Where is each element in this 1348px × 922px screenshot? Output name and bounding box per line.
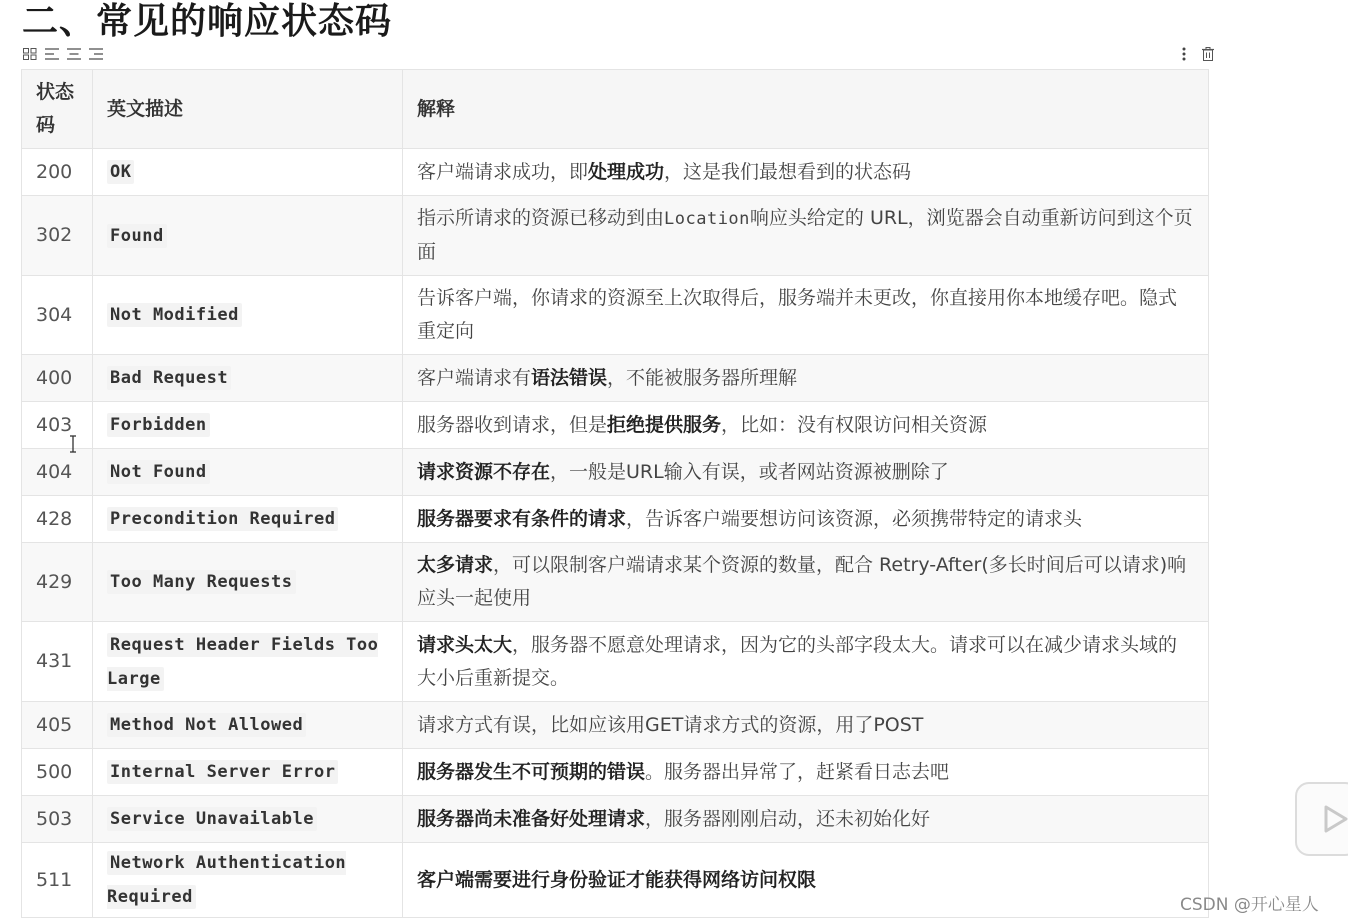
trash-icon[interactable] xyxy=(1200,47,1216,61)
floating-video-widget[interactable] xyxy=(1295,782,1348,856)
header-explanation[interactable]: 解释 xyxy=(403,70,1209,149)
table-body xyxy=(22,149,1209,918)
status-code-cell[interactable]: 404 xyxy=(22,449,93,496)
status-code-cell[interactable]: 511 xyxy=(22,843,93,918)
explanation-cell[interactable] xyxy=(403,843,1209,918)
english-description-cell[interactable] xyxy=(93,749,403,796)
status-code-table-container xyxy=(21,69,1208,918)
english-description-cell[interactable] xyxy=(93,843,403,918)
text-segment: 请求方式有误，比如应该用GET请求方式的资源，用了POST xyxy=(417,713,924,736)
text-segment: ，比如：没有权限访问相关资源 xyxy=(721,413,988,436)
inline-code-label: Service Unavailable xyxy=(107,807,317,831)
text-segment: 。服务器出异常了，赶紧看日志去吧 xyxy=(645,760,950,783)
status-code-cell[interactable]: 500 xyxy=(22,749,93,796)
table-row xyxy=(22,276,1209,355)
text-cursor-icon xyxy=(68,435,78,453)
text-segment: ，服务器刚刚启动，还未初始化好 xyxy=(645,807,931,830)
table-row xyxy=(22,196,1209,276)
status-code-cell[interactable]: 403 xyxy=(22,402,93,449)
csdn-watermark: CSDN @开心星人 xyxy=(1180,895,1319,915)
english-description-cell[interactable] xyxy=(93,496,403,543)
table-header-row xyxy=(22,70,1209,149)
bold-text: 请求头太大 xyxy=(417,633,513,656)
text-segment: ，这是我们最想看到的状态码 xyxy=(664,160,912,183)
english-description-cell[interactable] xyxy=(93,276,403,355)
table-grid-icon[interactable] xyxy=(22,47,38,61)
explanation-cell[interactable] xyxy=(403,543,1209,622)
inline-code-label: Network Authentication Required xyxy=(107,853,347,907)
header-status-code[interactable]: 状态码 xyxy=(22,70,93,149)
align-left-icon[interactable] xyxy=(44,47,60,61)
bold-text: 服务器要求有条件的请求 xyxy=(417,507,627,530)
status-code-cell[interactable]: 400 xyxy=(22,355,93,402)
bold-text: 太多请求 xyxy=(417,554,494,576)
bold-text: 语法错误 xyxy=(531,366,608,389)
status-code-cell[interactable]: 302 xyxy=(22,196,93,276)
text-segment: ，可以限制客户端请求某个资源的数量，配合 Retry-After(多长时间后可以请求)响应头一起使用 xyxy=(417,554,1187,609)
english-description-cell[interactable] xyxy=(93,702,403,749)
table-actions xyxy=(1176,44,1216,64)
bold-text: 服务器发生不可预期的错误 xyxy=(417,760,646,783)
status-code-cell[interactable]: 200 xyxy=(22,149,93,196)
english-description-cell[interactable] xyxy=(93,196,403,276)
explanation-cell[interactable] xyxy=(403,496,1209,543)
explanation-cell[interactable] xyxy=(403,355,1209,402)
play-icon xyxy=(1323,804,1348,834)
status-code-cell[interactable]: 431 xyxy=(22,622,93,702)
explanation-cell[interactable] xyxy=(403,276,1209,355)
english-description-cell[interactable] xyxy=(93,622,403,702)
english-description-cell[interactable] xyxy=(93,543,403,622)
header-english-description[interactable]: 英文描述 xyxy=(93,70,403,149)
table-row xyxy=(22,749,1209,796)
bold-text: 客户端需要进行身份验证才能获得网络访问权限 xyxy=(417,868,817,891)
explanation-cell[interactable] xyxy=(403,449,1209,496)
table-row xyxy=(22,149,1209,196)
status-code-cell[interactable]: 429 xyxy=(22,543,93,622)
inline-code-label: Method Not Allowed xyxy=(107,713,306,737)
english-description-cell[interactable] xyxy=(93,449,403,496)
english-description-cell[interactable] xyxy=(93,355,403,402)
inline-code-label: Not Found xyxy=(107,460,210,484)
more-vertical-icon[interactable] xyxy=(1176,47,1192,61)
status-code-cell[interactable]: 428 xyxy=(22,496,93,543)
inline-code-label: Bad Request xyxy=(107,366,231,390)
bold-text: 服务器尚未准备好处理请求 xyxy=(417,807,646,830)
english-description-cell[interactable] xyxy=(93,796,403,843)
table-row xyxy=(22,449,1209,496)
bold-text: 请求资源不存在 xyxy=(417,460,551,483)
status-code-cell[interactable]: 304 xyxy=(22,276,93,355)
english-description-cell[interactable] xyxy=(93,402,403,449)
table-row xyxy=(22,355,1209,402)
table-row xyxy=(22,496,1209,543)
text-segment: 客户端请求有 xyxy=(417,366,532,389)
text-segment: 客户端请求成功，即 xyxy=(417,160,589,183)
table-row xyxy=(22,402,1209,449)
inline-code-label: Internal Server Error xyxy=(107,760,338,784)
explanation-cell[interactable] xyxy=(403,622,1209,702)
inline-code-label: Forbidden xyxy=(107,413,210,437)
text-segment: ，服务器不愿意处理请求，因为它的头部字段太大。请求可以在减少请求头域的大小后重新提交。 xyxy=(417,633,1178,689)
status-code-cell[interactable]: 405 xyxy=(22,702,93,749)
explanation-cell[interactable] xyxy=(403,702,1209,749)
page-heading: 二、常见的响应状态码 xyxy=(22,1,393,42)
table-row xyxy=(22,702,1209,749)
explanation-cell[interactable] xyxy=(403,796,1209,843)
bold-text: 拒绝提供服务 xyxy=(607,413,722,436)
inline-code-label: Found xyxy=(107,224,167,248)
text-segment: 响应头给定的 URL，浏览器会自动重新访问到这个页面 xyxy=(417,207,1193,263)
explanation-cell[interactable] xyxy=(403,402,1209,449)
text-segment: ，告诉客户端要想访问该资源，必须携带特定的请求头 xyxy=(626,507,1083,530)
table-row xyxy=(22,622,1209,702)
table-row xyxy=(22,843,1209,918)
explanation-cell[interactable] xyxy=(403,196,1209,276)
inline-code-label: Request Header Fields Too Large xyxy=(107,634,379,689)
text-segment: 服务器收到请求，但是 xyxy=(417,413,608,436)
align-right-icon[interactable] xyxy=(88,47,104,61)
bold-text: 处理成功 xyxy=(588,160,665,183)
inline-code-label: Not Modified xyxy=(107,303,242,327)
english-description-cell[interactable] xyxy=(93,149,403,196)
text-segment: 告诉客户端，你请求的资源至上次取得后，服务端并未更改，你直接用你本地缓存吧。隐式重定向 xyxy=(417,287,1178,342)
table-row xyxy=(22,796,1209,843)
text-segment: ，不能被服务器所理解 xyxy=(607,366,798,389)
explanation-cell[interactable] xyxy=(403,149,1209,196)
table-row xyxy=(22,543,1209,622)
align-center-icon[interactable] xyxy=(66,47,82,61)
text-segment: ，一般是URL输入有误，或者网站资源被删除了 xyxy=(550,460,949,483)
inline-code-label: OK xyxy=(107,160,134,184)
status-code-cell[interactable]: 503 xyxy=(22,796,93,843)
table-toolbar xyxy=(22,44,104,64)
status-code-table xyxy=(21,69,1209,918)
explanation-cell[interactable] xyxy=(403,749,1209,796)
text-segment: 指示所请求的资源已移动到由 xyxy=(417,207,665,229)
inline-code-label: Too Many Requests xyxy=(107,570,296,594)
inline-code-label: Precondition Required xyxy=(107,507,338,531)
inline-code-text: Location xyxy=(664,209,750,229)
